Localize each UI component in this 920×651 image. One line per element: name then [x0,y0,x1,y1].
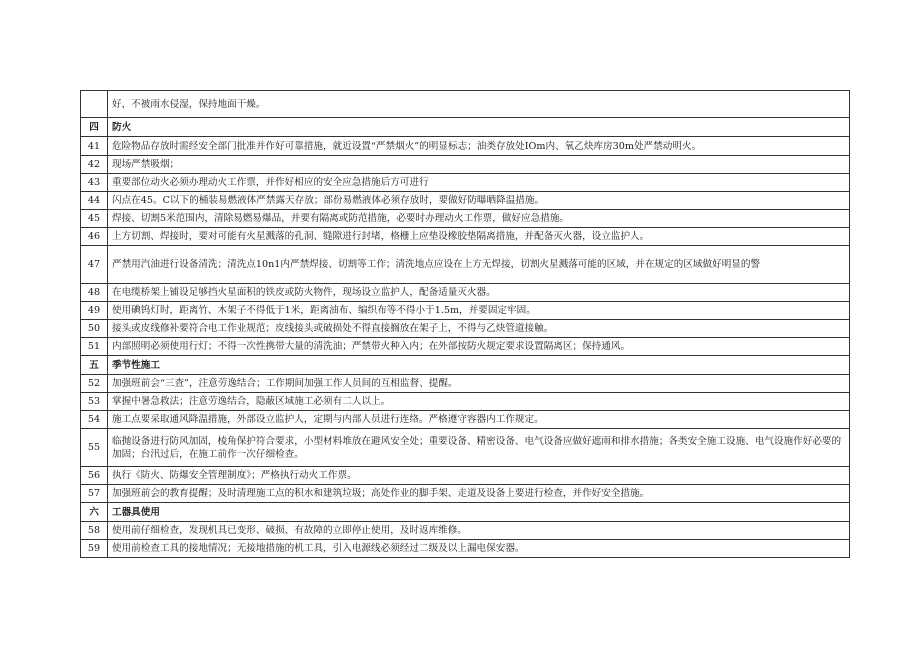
section-title: 季节性施工 [108,356,850,375]
row-text: 接头或皮线修补要符合电工作业规范；皮线接头或破损处不得直接搁放在架子上，不得与乙炔管道接触。 [108,320,850,338]
row-number: 48 [81,284,108,302]
section-header-row [81,356,850,375]
section-title: 防火 [108,118,850,137]
row-number: 52 [81,375,108,393]
row-number: 54 [81,411,108,429]
row-text: 加强班前会的教育提醒；及时清理施工点的积水和建筑垃圾；高处作业的脚手架、走道及设备上要进行检查，并作好安全措施。 [108,485,850,503]
section-header-row [81,118,850,137]
row-number: 59 [81,540,108,558]
table-row [81,375,850,393]
section-number: 五 [81,356,108,375]
table-row [81,156,850,174]
row-text: 上方切割、焊接时，要对可能有火星溅落的孔洞、缝隙进行封堵，格栅上应垫设橡胶垫隔离措施，并配备灭火器，设立监护人。 [108,228,850,246]
row-number: 51 [81,338,108,356]
table-row [81,540,850,558]
row-number [81,91,108,118]
table-row [81,485,850,503]
row-number: 58 [81,522,108,540]
table-row [81,228,850,246]
table-row [81,192,850,210]
row-text: 使用前仔细检查，发现机具已变形、破损、有故障的立即停止使用，及时返库维修。 [108,522,850,540]
row-number: 55 [81,429,108,467]
table-row [81,174,850,192]
row-number: 46 [81,228,108,246]
row-text: 焊接、切割5米范围内，清除易燃易爆品，并要有隔离或防范措施，必要时办理动火工作票，做好应急措施。 [108,210,850,228]
section-number: 六 [81,503,108,522]
row-number: 53 [81,393,108,411]
row-text: 危险物品存放时需经安全部门批准并作好可靠措施，就近设置“严禁烟火”的明显标志；油类存放处IOm内、氧乙炔库房30m处严禁动明火。 [108,137,850,156]
table-row [81,246,850,284]
table-row [81,522,850,540]
table-row [81,338,850,356]
table-row [81,320,850,338]
table-row [81,302,850,320]
row-text: 使用碘钨灯时，距离竹、木架子不得低于1米，距离油布、编织布等不得小于1.5m，并要固定牢固。 [108,302,850,320]
row-number: 47 [81,246,108,284]
row-number: 49 [81,302,108,320]
section-header-row [81,503,850,522]
row-number: 44 [81,192,108,210]
safety-measures-table [80,90,850,558]
table-row [81,411,850,429]
row-text: 掌握中暑急救法；注意劳逸结合，隐蔽区域施工必须有二人以上。 [108,393,850,411]
row-text: 使用前检查工具的接地情况；无接地措施的机工具，引入电源线必须经过二级及以上漏电保安器。 [108,540,850,558]
section-number: 四 [81,118,108,137]
table-row [81,284,850,302]
table-row [81,393,850,411]
section-title: 工器具使用 [108,503,850,522]
row-text: 严禁用汽油进行设备清洗；清洗点10n1内严禁焊接、切割等工作；清洗地点应设在上方无焊接，切割火星溅落可能的区域，并在规定的区域做好明显的警 [108,246,850,284]
table-row [81,137,850,156]
row-text: 施工点要采取通风降温措施，外部设立监护人，定期与内部人员进行连络。严格遵守容器内工作规定。 [108,411,850,429]
row-text: 临抛设备进行防风加固，棱角保护符合要求，小型材料堆放在避风安全处；重要设备、精密设备、电气设备应做好遮雨和排水措施；各类安全施工设施、电气设施作好必要的加固；台汛过后，在施工前作一次仔细检查。 [108,429,850,467]
row-number: 43 [81,174,108,192]
table-row [81,467,850,485]
row-number: 41 [81,137,108,156]
row-number: 42 [81,156,108,174]
table-row [81,210,850,228]
row-number: 56 [81,467,108,485]
table-row [81,91,850,118]
table-row [81,429,850,467]
row-text: 执行《防火、防爆安全管理制度》；严格执行动火工作票。 [108,467,850,485]
row-text: 现场严禁吸烟； [108,156,850,174]
row-text: 在电缆桥架上铺设足够挡火星面积的铁皮或防火物件，现场设立监护人，配备适量灭火器。 [108,284,850,302]
row-text: 加强班前会“三查”，注意劳逸结合；工作期间加强工作人员间的互相监督、提醒。 [108,375,850,393]
row-text: 好，不被雨水侵湿，保持地面干燥。 [108,91,850,118]
row-text: 内部照明必须使用行灯；不得一次性携带大量的清洗油；严禁带火种入内；在外部按防火规定要求设置隔离区；保持通风。 [108,338,850,356]
row-number: 50 [81,320,108,338]
row-text: 闪点在45。C以下的桶装易燃液体严禁露天存放；部份易燃液体必须存放时，要做好防曝晒降温措施。 [108,192,850,210]
row-number: 57 [81,485,108,503]
row-number: 45 [81,210,108,228]
row-text: 重要部位动火必须办理动火工作票，并作好相应的安全应急措施后方可进行 [108,174,850,192]
